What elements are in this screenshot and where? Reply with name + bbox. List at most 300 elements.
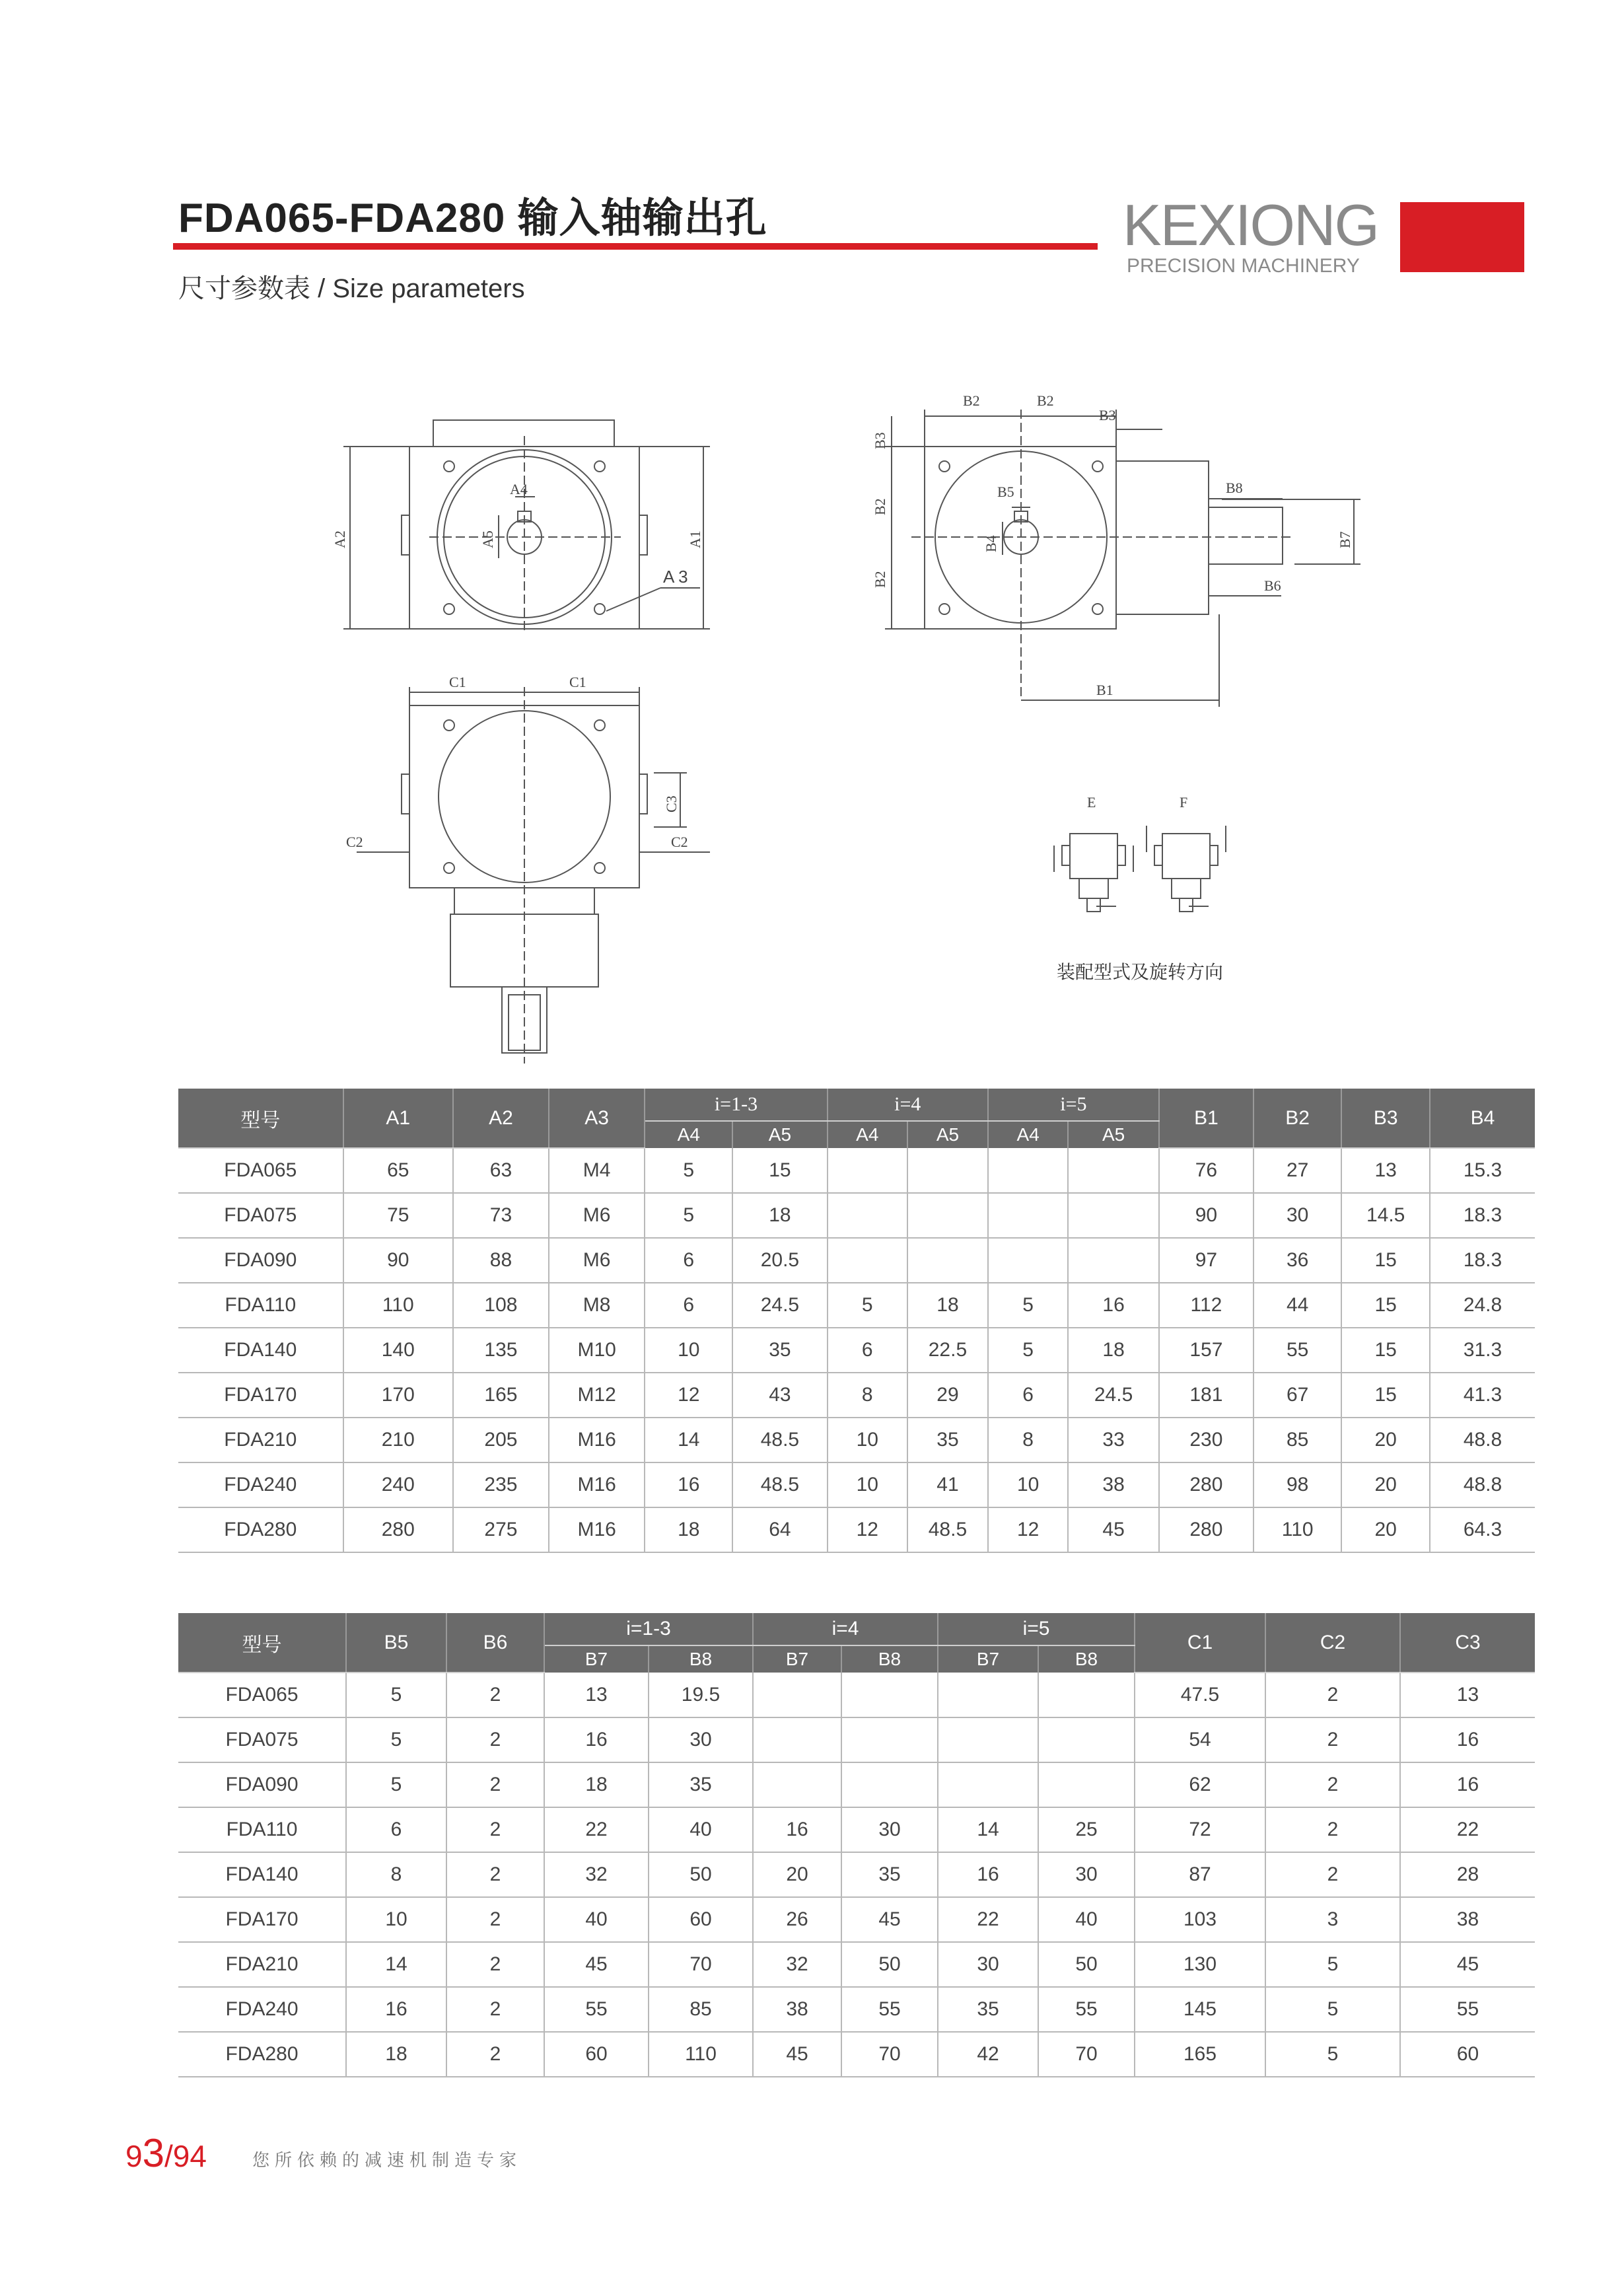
table-cell (988, 1238, 1068, 1283)
side-view (885, 410, 1360, 707)
model-cell: FDA075 (178, 1193, 343, 1238)
col-header-b2: B2 (1253, 1089, 1341, 1148)
table-cell: 35 (907, 1418, 988, 1462)
table-cell: 35 (938, 1987, 1038, 2032)
sub-header-b8: B8 (1038, 1645, 1135, 1673)
footer-slogan: 您所依赖的减速机制造专家 (252, 2150, 522, 2170)
table-row (178, 1897, 1535, 1942)
group-header-i5: i=5 (988, 1089, 1159, 1121)
group-header-i1-3: i=1-3 (544, 1613, 753, 1645)
table-cell: 10 (828, 1418, 907, 1462)
table-cell: 55 (841, 1987, 938, 2032)
table-cell: 10 (346, 1897, 446, 1942)
table-cell: 24.8 (1430, 1283, 1535, 1328)
table-cell: 45 (841, 1897, 938, 1942)
table-cell: 22 (544, 1807, 649, 1852)
table-cell: 44 (1253, 1283, 1341, 1328)
model-cell: FDA110 (178, 1283, 343, 1328)
table-cell: 18 (346, 2032, 446, 2077)
sub-header-a5: A5 (907, 1121, 988, 1148)
table-cell: 15 (732, 1148, 827, 1193)
table-cell: 48.5 (732, 1462, 827, 1507)
table-cell: 275 (453, 1507, 549, 1552)
table-cell: 103 (1135, 1897, 1265, 1942)
table-row (178, 1507, 1535, 1552)
dim-label-a3: A 3 (663, 567, 688, 587)
model-cell: FDA280 (178, 1507, 343, 1552)
group-header-i5: i=5 (938, 1613, 1135, 1645)
col-header-c1: C1 (1135, 1613, 1265, 1673)
table-cell: M8 (549, 1283, 645, 1328)
table-cell: 2 (446, 1673, 544, 1717)
model-cell: FDA065 (178, 1148, 343, 1193)
col-header-b5: B5 (346, 1613, 446, 1673)
table-cell: 5 (645, 1148, 732, 1193)
table-cell: 110 (343, 1283, 453, 1328)
table-cell: 14 (645, 1418, 732, 1462)
page-number-current: 3 (142, 2131, 164, 2175)
table-cell: 54 (1135, 1717, 1265, 1762)
brand-tagline: PRECISION MACHINERY (1127, 255, 1360, 277)
table-cell (938, 1673, 1038, 1717)
table-row (178, 1673, 1535, 1717)
table-cell: 157 (1159, 1328, 1253, 1373)
table-cell: 65 (343, 1148, 453, 1193)
table-cell: 25 (1038, 1807, 1135, 1852)
brand-logo-text: KEXIONG (1123, 192, 1378, 258)
model-cell: FDA090 (178, 1762, 346, 1807)
model-cell: FDA240 (178, 1987, 346, 2032)
table-cell: 30 (1253, 1193, 1341, 1238)
table-cell: 5 (1265, 1987, 1400, 2032)
table-cell: 13 (544, 1673, 649, 1717)
table-cell: 18 (645, 1507, 732, 1552)
dim-label-c2-left: C2 (346, 834, 363, 850)
table-cell: 170 (343, 1373, 453, 1418)
table-cell: 75 (343, 1193, 453, 1238)
table-cell: 5 (1265, 1942, 1400, 1987)
table-cell: 40 (544, 1897, 649, 1942)
table-row (178, 1762, 1535, 1807)
page-number (125, 2130, 207, 2176)
table-cell: 16 (346, 1987, 446, 2032)
model-cell: FDA210 (178, 1418, 343, 1462)
col-header-c2: C2 (1265, 1613, 1400, 1673)
sub-header-b8: B8 (649, 1645, 753, 1673)
dim-label-b2-side-lower: B2 (872, 571, 888, 588)
assembly-label-e: E (1087, 794, 1096, 811)
table-cell: 15 (1341, 1328, 1430, 1373)
dim-label-b7: B7 (1337, 531, 1353, 548)
dim-label-a2: A2 (332, 530, 348, 548)
table-cell: 2 (1265, 1673, 1400, 1717)
table-cell: 15.3 (1430, 1148, 1535, 1193)
col-header-b4: B4 (1430, 1089, 1535, 1148)
table-cell: 16 (938, 1852, 1038, 1897)
table-cell: 14 (346, 1942, 446, 1987)
table-cell: 85 (1253, 1418, 1341, 1462)
table-cell: 38 (753, 1987, 841, 2032)
sub-header-a4: A4 (828, 1121, 907, 1148)
table-row (178, 1148, 1535, 1193)
technical-drawing (0, 0, 1624, 1090)
table-cell: 20 (1341, 1507, 1430, 1552)
table-cell: 13 (1341, 1148, 1430, 1193)
table-cell: 64 (732, 1507, 827, 1552)
dim-label-c2-right: C2 (671, 834, 688, 850)
table-cell: 10 (828, 1462, 907, 1507)
table-cell: M16 (549, 1462, 645, 1507)
table-cell: 41 (907, 1462, 988, 1507)
table-cell: 35 (841, 1852, 938, 1897)
dim-label-b1: B1 (1096, 682, 1113, 698)
dim-label-a1: A1 (687, 530, 703, 548)
table-cell: 112 (1159, 1283, 1253, 1328)
table-cell (1038, 1673, 1135, 1717)
table-row (178, 1328, 1535, 1373)
model-cell: FDA240 (178, 1462, 343, 1507)
table-cell: 14 (938, 1807, 1038, 1852)
dim-label-b2-top-left: B2 (963, 392, 980, 409)
model-cell: FDA210 (178, 1942, 346, 1987)
table-cell: 18 (1068, 1328, 1159, 1373)
table-cell: M6 (549, 1193, 645, 1238)
table-cell: 165 (1135, 2032, 1265, 2077)
table-cell: 110 (1253, 1507, 1341, 1552)
table-cell: 6 (828, 1328, 907, 1373)
table-cell (753, 1673, 841, 1717)
model-cell: FDA170 (178, 1897, 346, 1942)
table-cell: 8 (828, 1373, 907, 1418)
sub-header-a4: A4 (645, 1121, 732, 1148)
table-cell: 35 (732, 1328, 827, 1373)
table-row (178, 1987, 1535, 2032)
table-cell: 5 (346, 1717, 446, 1762)
sub-header-a5: A5 (732, 1121, 827, 1148)
table-cell: 235 (453, 1462, 549, 1507)
col-header-model: 型号 (178, 1613, 346, 1673)
table-cell (828, 1148, 907, 1193)
table-cell: 87 (1135, 1852, 1265, 1897)
top-view (357, 687, 710, 1063)
table-cell: 73 (453, 1193, 549, 1238)
table-cell (1068, 1238, 1159, 1283)
model-cell: FDA075 (178, 1717, 346, 1762)
table-cell: 6 (645, 1283, 732, 1328)
table-cell: 130 (1135, 1942, 1265, 1987)
sub-header-a5: A5 (1068, 1121, 1159, 1148)
table-cell: 15 (1341, 1238, 1430, 1283)
table-cell: 181 (1159, 1373, 1253, 1418)
page-subtitle: 尺寸参数表 / Size parameters (178, 274, 525, 303)
table-cell: 16 (1068, 1283, 1159, 1328)
table-cell: 67 (1253, 1373, 1341, 1418)
size-table-a-b (178, 1089, 1535, 1553)
table-row (178, 1852, 1535, 1897)
dim-label-a4: A4 (510, 481, 528, 497)
table-cell (907, 1193, 988, 1238)
table-cell: 12 (828, 1507, 907, 1552)
table-cell: 55 (1038, 1987, 1135, 2032)
front-view (343, 420, 710, 634)
table-cell: 145 (1135, 1987, 1265, 2032)
table-cell: 12 (988, 1507, 1068, 1552)
table-cell: 8 (346, 1852, 446, 1897)
table-cell: 5 (645, 1193, 732, 1238)
assembly-caption: 装配型式及旋转方向 (1057, 962, 1224, 982)
table-cell: 26 (753, 1897, 841, 1942)
table-cell: 110 (649, 2032, 753, 2077)
col-header-a3: A3 (549, 1089, 645, 1148)
col-header-b3: B3 (1341, 1089, 1430, 1148)
col-header-b6: B6 (446, 1613, 544, 1673)
table-cell: 18.3 (1430, 1238, 1535, 1283)
table-cell: 15 (1341, 1373, 1430, 1418)
table-cell: 48.5 (732, 1418, 827, 1462)
table-cell: 16 (1400, 1762, 1535, 1807)
table-cell: 70 (1038, 2032, 1135, 2077)
model-cell: FDA140 (178, 1328, 343, 1373)
table-cell (753, 1717, 841, 1762)
table-cell: 2 (446, 1717, 544, 1762)
table-cell: 72 (1135, 1807, 1265, 1852)
table-cell: 32 (544, 1852, 649, 1897)
dim-label-b2-top-right: B2 (1037, 392, 1054, 409)
table-cell: 2 (1265, 1717, 1400, 1762)
col-header-a1: A1 (343, 1089, 453, 1148)
table-cell: M16 (549, 1507, 645, 1552)
table-cell: 55 (1253, 1328, 1341, 1373)
table-cell (828, 1238, 907, 1283)
dim-label-b4: B4 (983, 535, 999, 552)
table-cell: 41.3 (1430, 1373, 1535, 1418)
table-cell (938, 1762, 1038, 1807)
table-cell: 16 (645, 1462, 732, 1507)
table-cell (1038, 1762, 1135, 1807)
dim-label-b3-side: B3 (872, 432, 888, 449)
table-cell: 40 (1038, 1897, 1135, 1942)
table-cell: 45 (1068, 1507, 1159, 1552)
model-cell: FDA065 (178, 1673, 346, 1717)
sub-header-a4: A4 (988, 1121, 1068, 1148)
table-cell: 70 (841, 2032, 938, 2077)
table-cell: 76 (1159, 1148, 1253, 1193)
table-cell: 2 (1265, 1852, 1400, 1897)
table-row (178, 1462, 1535, 1507)
table-cell: 18 (732, 1193, 827, 1238)
table-cell: 36 (1253, 1238, 1341, 1283)
table-cell: 135 (453, 1328, 549, 1373)
table-cell: 31.3 (1430, 1328, 1535, 1373)
model-cell: FDA090 (178, 1238, 343, 1283)
table-cell: 30 (1038, 1852, 1135, 1897)
table-cell: 18.3 (1430, 1193, 1535, 1238)
table-cell: 88 (453, 1238, 549, 1283)
table-cell: 5 (346, 1673, 446, 1717)
dim-label-b6: B6 (1264, 577, 1281, 594)
model-cell: FDA140 (178, 1852, 346, 1897)
table-cell: 140 (343, 1328, 453, 1373)
table-cell: 85 (649, 1987, 753, 2032)
page-title: FDA065-FDA280 输入轴输出孔 (178, 196, 767, 241)
table-cell (907, 1148, 988, 1193)
table-cell: 16 (544, 1717, 649, 1762)
table-cell: 5 (828, 1283, 907, 1328)
table-cell: 35 (649, 1762, 753, 1807)
sub-header-b7: B7 (938, 1645, 1038, 1673)
table-cell (841, 1673, 938, 1717)
col-header-model: 型号 (178, 1089, 343, 1148)
table-cell: 210 (343, 1418, 453, 1462)
table-cell: 2 (446, 2032, 544, 2077)
table-cell: 45 (753, 2032, 841, 2077)
table-cell: 33 (1068, 1418, 1159, 1462)
table-cell: M4 (549, 1148, 645, 1193)
assembly-label-f: F (1180, 794, 1188, 811)
table-cell: 30 (841, 1807, 938, 1852)
table-cell: 108 (453, 1283, 549, 1328)
table-cell (907, 1238, 988, 1283)
sub-header-b7: B7 (753, 1645, 841, 1673)
table-cell: 280 (343, 1507, 453, 1552)
table-cell: 50 (649, 1852, 753, 1897)
table-cell: 16 (1400, 1717, 1535, 1762)
table-cell (1068, 1148, 1159, 1193)
table-cell (753, 1762, 841, 1807)
table-row (178, 2032, 1535, 2077)
table-cell: 12 (645, 1373, 732, 1418)
dim-label-b2-side-upper: B2 (872, 498, 888, 515)
table-cell: 47.5 (1135, 1673, 1265, 1717)
table-cell: 2 (1265, 1762, 1400, 1807)
model-cell: FDA110 (178, 1807, 346, 1852)
table-cell (938, 1717, 1038, 1762)
table-cell: 42 (938, 2032, 1038, 2077)
dim-label-c3: C3 (663, 795, 680, 812)
table-cell: 230 (1159, 1418, 1253, 1462)
sub-header-b7: B7 (544, 1645, 649, 1673)
table-cell: 8 (988, 1418, 1068, 1462)
table-cell: 32 (753, 1942, 841, 1987)
table-cell: 2 (1265, 1807, 1400, 1852)
table-cell: 30 (649, 1717, 753, 1762)
table-cell: 29 (907, 1373, 988, 1418)
dim-label-c1-right: C1 (569, 674, 586, 690)
table-cell: 20 (1341, 1462, 1430, 1507)
table-cell: 62 (1135, 1762, 1265, 1807)
table-row (178, 1418, 1535, 1462)
table-cell: M16 (549, 1418, 645, 1462)
col-header-a2: A2 (453, 1089, 549, 1148)
table-cell: 2 (446, 1987, 544, 2032)
table-cell: 50 (1038, 1942, 1135, 1987)
table-cell: 22.5 (907, 1328, 988, 1373)
table-cell: 45 (544, 1942, 649, 1987)
table-cell: 45 (1400, 1942, 1535, 1987)
table-cell: 90 (1159, 1193, 1253, 1238)
table-cell: 240 (343, 1462, 453, 1507)
model-cell: FDA170 (178, 1373, 343, 1418)
table-cell: 5 (988, 1328, 1068, 1373)
table-cell: 2 (446, 1942, 544, 1987)
group-header-i4: i=4 (753, 1613, 938, 1645)
dim-label-a5: A5 (479, 530, 496, 548)
table-cell (1038, 1717, 1135, 1762)
table-cell: 20 (1341, 1418, 1430, 1462)
table-cell: 5 (346, 1762, 446, 1807)
table-cell: 55 (1400, 1987, 1535, 2032)
table-row (178, 1373, 1535, 1418)
table-cell: 6 (346, 1807, 446, 1852)
table-cell: 40 (649, 1807, 753, 1852)
table-cell: 60 (1400, 2032, 1535, 2077)
table-cell: 10 (988, 1462, 1068, 1507)
table-cell: 14.5 (1341, 1193, 1430, 1238)
table-cell: 13 (1400, 1673, 1535, 1717)
table-cell (828, 1193, 907, 1238)
table-cell: 2 (446, 1762, 544, 1807)
table-row (178, 1807, 1535, 1852)
table-cell (988, 1148, 1068, 1193)
table-cell: 22 (938, 1897, 1038, 1942)
table-cell (841, 1762, 938, 1807)
size-table-b-c (178, 1613, 1535, 2077)
table-cell: 18 (907, 1283, 988, 1328)
dim-label-c1-left: C1 (449, 674, 466, 690)
table-cell: 63 (453, 1148, 549, 1193)
table-row (178, 1193, 1535, 1238)
table-cell: 90 (343, 1238, 453, 1283)
table-cell: 70 (649, 1942, 753, 1987)
table-cell: 18 (544, 1762, 649, 1807)
table-cell: 3 (1265, 1897, 1400, 1942)
table-cell: 48.8 (1430, 1462, 1535, 1507)
dim-label-b3-top: B3 (1099, 407, 1116, 423)
table-cell: 6 (988, 1373, 1068, 1418)
table-cell: M10 (549, 1328, 645, 1373)
table-row (178, 1238, 1535, 1283)
model-cell: FDA280 (178, 2032, 346, 2077)
assembly-icons (1054, 826, 1226, 912)
table-cell: 28 (1400, 1852, 1535, 1897)
table-cell: 38 (1400, 1897, 1535, 1942)
table-cell (841, 1717, 938, 1762)
table-cell: 15 (1341, 1283, 1430, 1328)
table-cell: 6 (645, 1238, 732, 1283)
table-cell: 20.5 (732, 1238, 827, 1283)
table-cell: 60 (544, 2032, 649, 2077)
table-cell: 38 (1068, 1462, 1159, 1507)
table-cell: 50 (841, 1942, 938, 1987)
group-header-i1-3: i=1-3 (645, 1089, 827, 1121)
table-cell (988, 1193, 1068, 1238)
table-cell: 98 (1253, 1462, 1341, 1507)
table-cell: 205 (453, 1418, 549, 1462)
table-cell: 30 (938, 1942, 1038, 1987)
table-cell: 22 (1400, 1807, 1535, 1852)
table-row (178, 1942, 1535, 1987)
table-cell: 24.5 (1068, 1373, 1159, 1418)
sub-header-b8: B8 (841, 1645, 938, 1673)
table-cell: 2 (446, 1852, 544, 1897)
dim-label-b5: B5 (997, 484, 1014, 500)
table-cell: 19.5 (649, 1673, 753, 1717)
table-cell: 64.3 (1430, 1507, 1535, 1552)
table-cell: 10 (645, 1328, 732, 1373)
col-header-c3: C3 (1400, 1613, 1535, 1673)
table-cell: 48.8 (1430, 1418, 1535, 1462)
table-cell: 20 (753, 1852, 841, 1897)
